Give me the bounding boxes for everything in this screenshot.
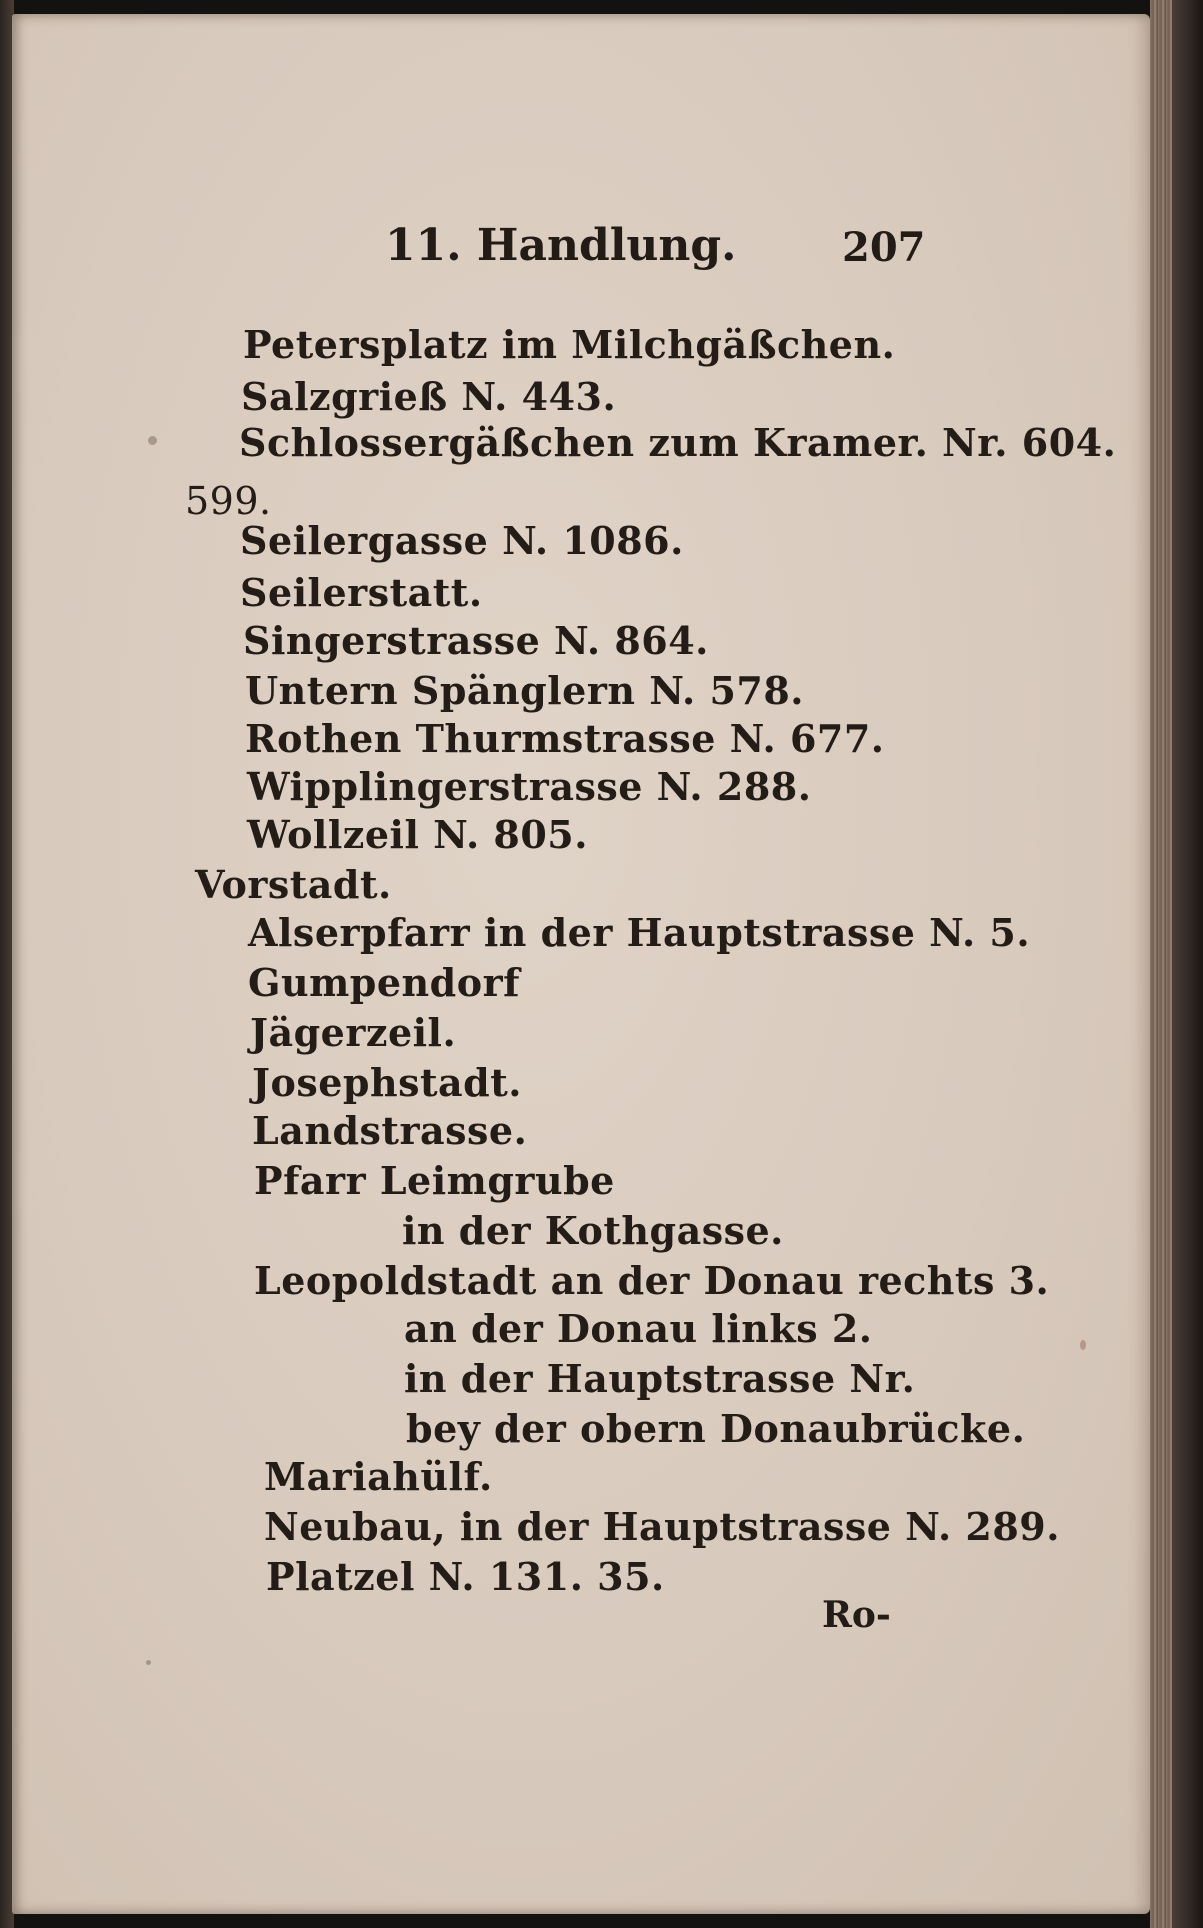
running-head: 11. Handlung. — [385, 220, 737, 271]
entry-line: Platzel N. 131. 35. — [266, 1554, 665, 1599]
paper-speck — [1080, 1340, 1086, 1350]
entry-line: Seilergasse N. 1086. — [240, 518, 684, 563]
page-paper — [12, 14, 1150, 1914]
entry-line-continuation: 599. — [185, 479, 272, 523]
entry-line: Landstrasse. — [252, 1108, 528, 1153]
entry-line: Schlossergäßchen zum Kramer. Nr. 604. — [239, 420, 1117, 465]
entry-line: Seilerstatt. — [240, 570, 483, 615]
entry-line: Alserpfarr in der Hauptstrasse N. 5. — [248, 910, 1031, 955]
entry-line: Leopoldstadt an der Donau rechts 3. — [254, 1258, 1050, 1303]
entry-line: Pfarr Leimgrube — [254, 1158, 615, 1203]
entry-subline: an der Donau links 2. — [404, 1306, 873, 1351]
entry-line: Jägerzeil. — [250, 1010, 457, 1055]
entry-line: Wollzeil N. 805. — [247, 812, 588, 857]
section-heading: Vorstadt. — [195, 862, 392, 907]
entry-line: Gumpendorf — [248, 960, 520, 1005]
entry-line: Neubau, in der Hauptstrasse N. 289. — [264, 1504, 1060, 1549]
entry-line: Josephstadt. — [252, 1060, 523, 1105]
entry-line: Rothen Thurmstrasse N. 677. — [245, 716, 885, 761]
entry-line: Petersplatz im Milchgäßchen. — [243, 322, 896, 367]
entry-line: Salzgrieß N. 443. — [241, 374, 617, 419]
entry-subline: in der Hauptstrasse Nr. — [404, 1356, 916, 1401]
entry-subline: bey der obern Donaubrücke. — [406, 1406, 1026, 1451]
catchword: Ro- — [822, 1594, 891, 1636]
entry-line: Untern Spänglern N. 578. — [245, 668, 805, 713]
entry-subline: in der Kothgasse. — [402, 1208, 784, 1253]
paper-speck — [148, 436, 157, 445]
page-number: 207 — [842, 224, 926, 271]
entry-line: Mariahülf. — [264, 1454, 493, 1499]
paper-speck — [146, 1660, 151, 1665]
entry-line: Wipplingerstrasse N. 288. — [247, 764, 812, 809]
book-cover-edge — [1172, 0, 1203, 1928]
entry-line: Singerstrasse N. 864. — [243, 618, 709, 663]
